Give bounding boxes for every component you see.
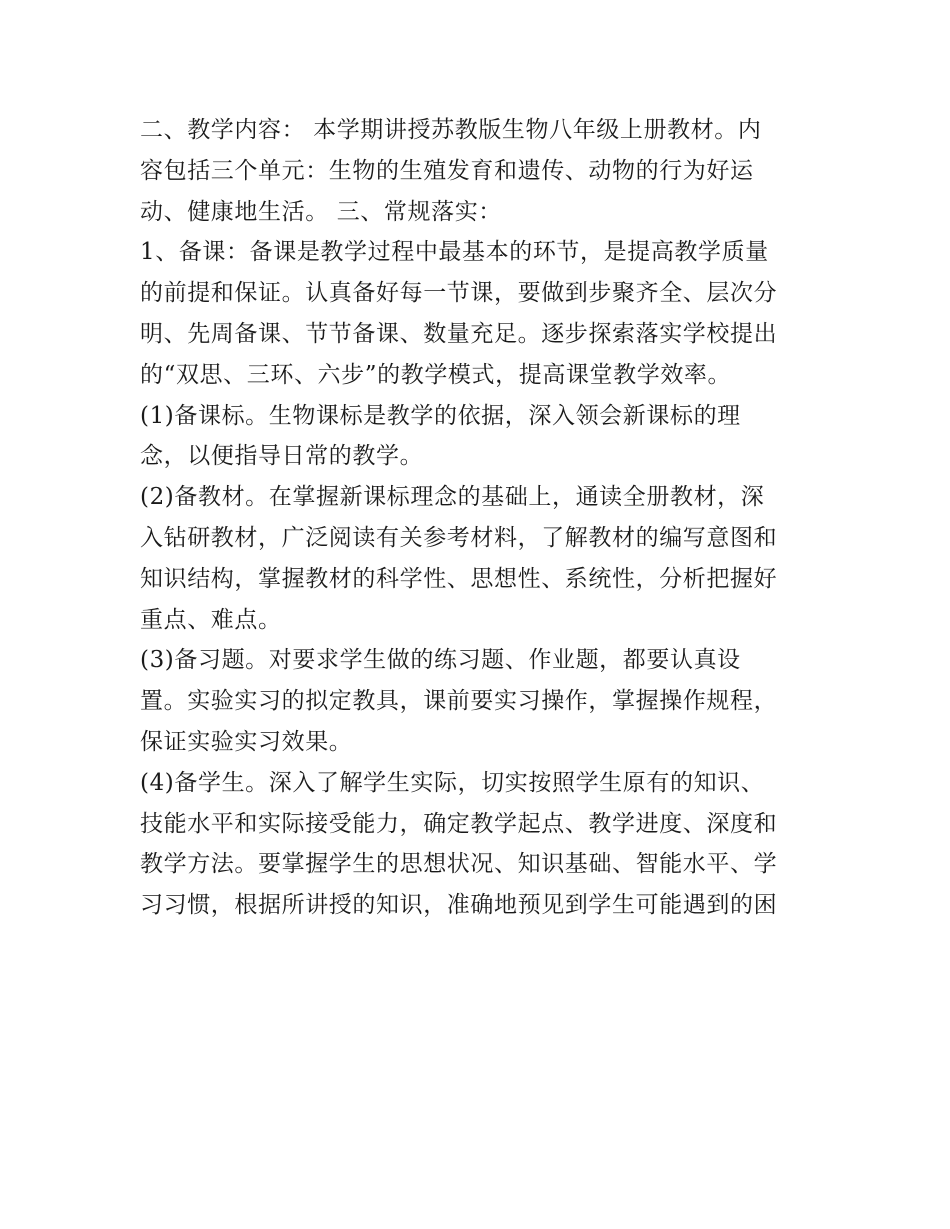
text-line: 二、教学内容： 本学期讲授苏教版生物八年级上册教材。内 [140,117,762,143]
text-line: 保证实验实习效果。 [140,728,353,755]
document-body [140,110,830,926]
text-line: 明、先周备课、节节备课、数量充足。逐步探索落实学校提出 [140,320,778,347]
text-line: (2)备教材。在掌握新课标理念的基础上，通读全册教材，深 [140,484,765,511]
text-line: 习习惯，根据所讲授的知识，准确地预见到学生可能遇到的困 [140,892,778,919]
text-line: (3)备习题。对要求学生做的练习题、作业题，都要认真设 [140,647,741,674]
text-line: 入钻研教材，广泛阅读有关参考材料，了解教材的编写意图和 [140,524,778,551]
text-line: 技能水平和实际接受能力，确定教学起点、教学进度、深度和 [140,810,778,837]
text-line: 1、备课：备课是教学过程中最基本的环节，是提高教学质量 [140,239,769,266]
text-line: 念，以便指导日常的教学。 [140,443,424,470]
text-line: (4)备学生。深入了解学生实际，切实按照学生原有的知识、 [140,769,765,796]
text-line: 知识结构，掌握教材的科学性、思想性、系统性，分析把握好 [140,565,778,592]
text-line: 动、健康地生活。 三、常规落实： [140,198,502,225]
text-line: 的前提和保证。认真备好每一节课，要做到步聚齐全、层次分 [140,280,778,307]
text-line: 重点、难点。 [140,606,282,633]
text-line: 容包括三个单元：生物的生殖发育和遗传、动物的行为好运 [140,157,754,184]
text-line: 的“双思、三环、六步”的教学模式，提高课堂教学效率。 [140,361,732,388]
text-line: (1)备课标。生物课标是教学的依据，深入领会新课标的理 [140,402,741,429]
text-line: 教学方法。要掌握学生的思想状况、知识基础、智能水平、学 [140,851,778,878]
text-line: 置。实验实习的拟定教具，课前要实习操作，掌握操作规程， [140,688,778,715]
